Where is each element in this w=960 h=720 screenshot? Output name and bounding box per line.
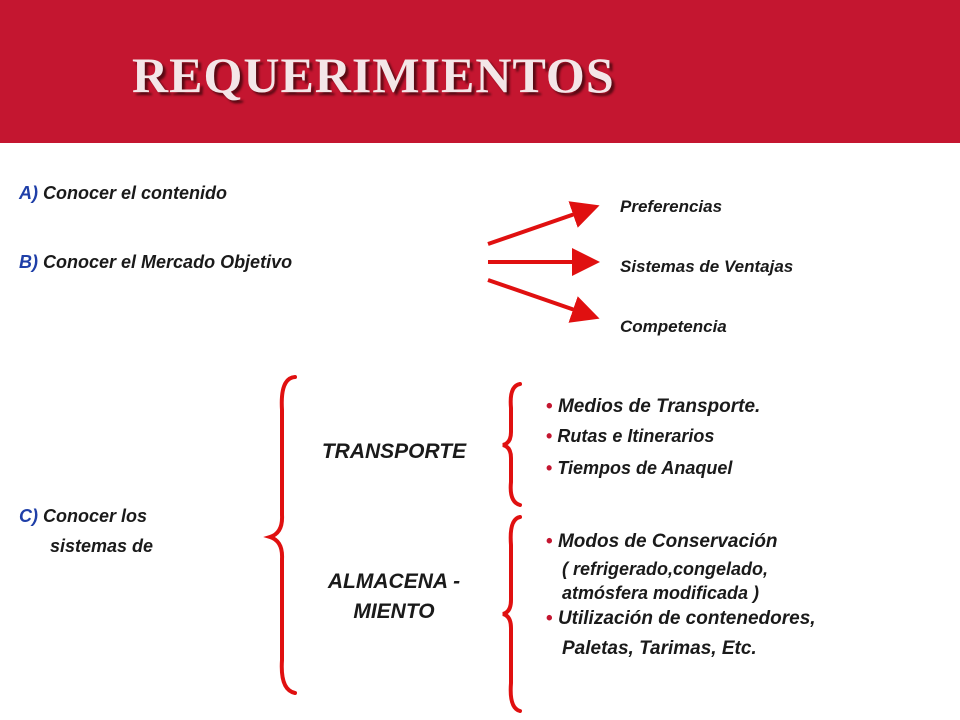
item-a-letter: A) — [19, 183, 38, 203]
bullet-dot-icon: • — [546, 608, 553, 629]
label-almacenamiento-2: MIENTO — [353, 600, 435, 623]
bullet-dot-icon: • — [546, 426, 553, 446]
label-almacenamiento-1: ALMACENA - — [327, 570, 461, 593]
bullet-dot-icon: • — [546, 458, 553, 478]
bullet-text: Rutas e Itinerarios — [557, 426, 715, 446]
page-title: REQUERIMIENTOS — [132, 47, 615, 103]
target-sistemas-ventajas: Sistemas de Ventajas — [620, 257, 794, 276]
bullet-dot-icon: • — [546, 396, 553, 417]
bullet-modos-sub-2: atmósfera modificada ) — [562, 583, 760, 603]
bullet-text: Tiempos de Anaquel — [557, 458, 733, 478]
arrow-down-icon — [488, 280, 592, 316]
label-transporte: TRANSPORTE — [321, 440, 467, 463]
bullet-text: Modos de Conservación — [557, 531, 778, 552]
bullet-modos-sub-1: ( refrigerado,congelado, — [562, 559, 769, 579]
arrow-up-icon — [488, 208, 592, 244]
bullet-text: Utilización de contenedores, — [557, 608, 816, 629]
brace-main-icon — [270, 377, 295, 693]
bullet-text: Medios de Transporte. — [557, 396, 761, 417]
bullet-dot-icon: • — [546, 531, 553, 552]
bullet-contenedores-sub: Paletas, Tarimas, Etc. — [562, 638, 757, 659]
item-b-letter: B) — [19, 252, 38, 272]
brace-almacenamiento-icon — [503, 517, 520, 711]
item-c-text-1: Conocer los — [43, 506, 148, 526]
target-competencia: Competencia — [620, 317, 727, 336]
item-b-text: Conocer el Mercado Objetivo — [43, 252, 293, 272]
item-a-text: Conocer el contenido — [43, 183, 228, 203]
brace-transporte-icon — [503, 384, 520, 505]
target-preferencias: Preferencias — [620, 197, 723, 216]
item-c-letter: C) — [19, 506, 38, 526]
item-c-text-2: sistemas de — [50, 536, 154, 556]
